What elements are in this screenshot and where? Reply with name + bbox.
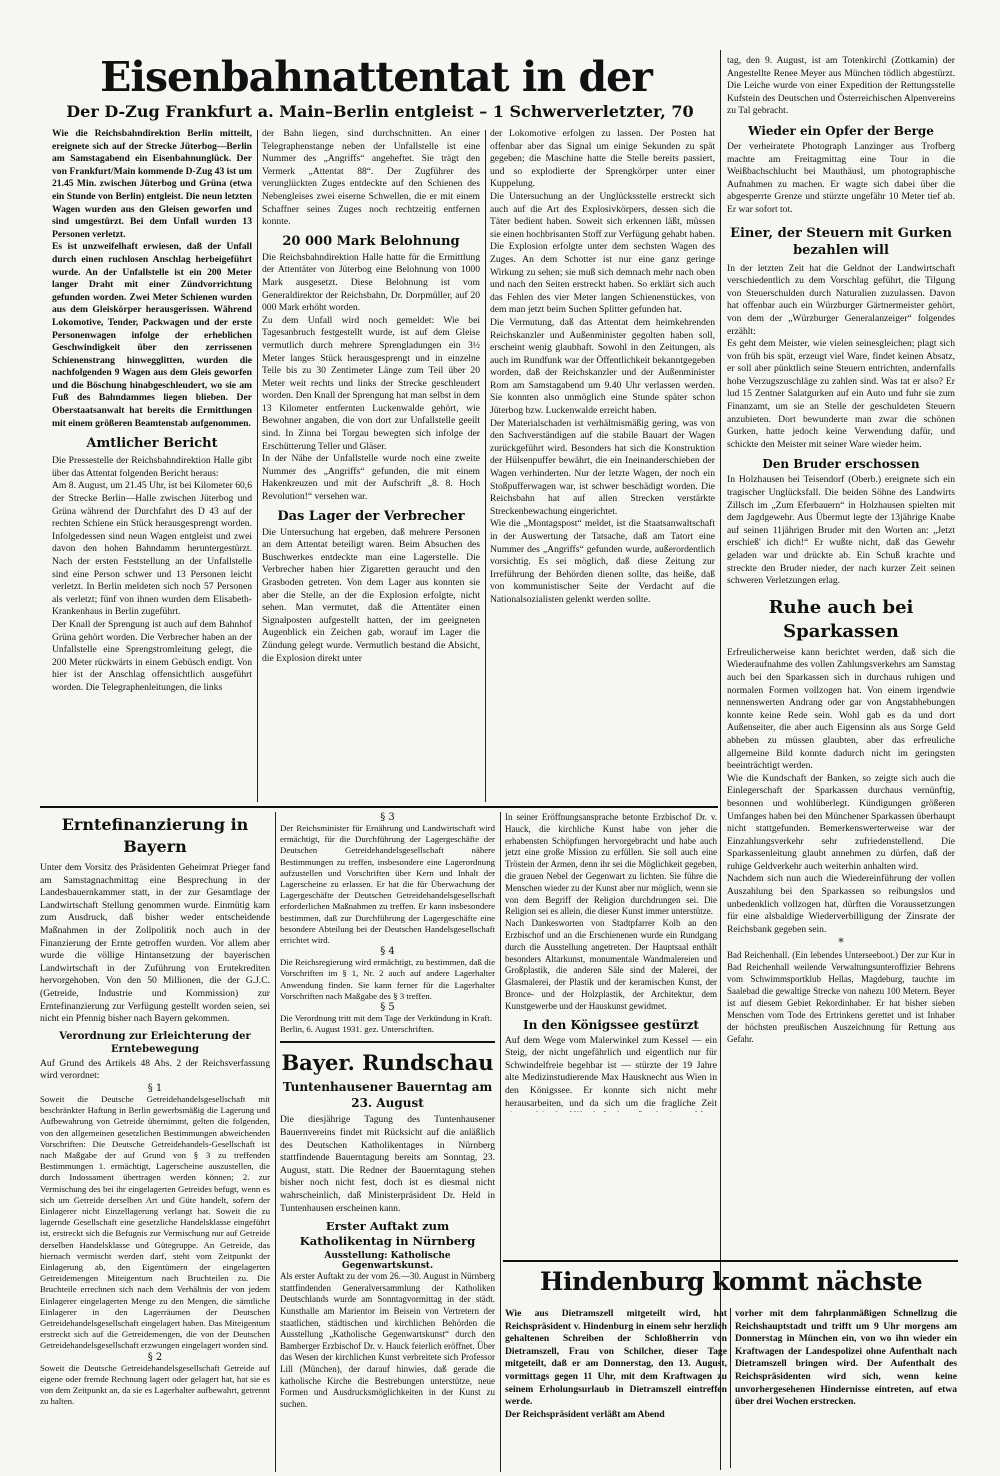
signature-line: Berlin, 6. August 1931. gez. Unterschriften. [280, 1024, 434, 1035]
section-heading: Das Lager der Verbrecher [277, 508, 465, 524]
section-divider [40, 806, 718, 808]
paragraph: Die Untersuchung an der Unglücksstelle erstreckt sich auch auf die Art des Explosivkörpers, dessen sich die Täter bedient haben. Soweit sich erkennen läßt, müssen sie einen hochbrisanten Stoff zur Verfügung gehabt haben. Die Explosion erfolgte unter dem sechsten Wagen des Zuges. An dem Schotter ist nur eine ganz geringe Wirkung zu sehen; sie muß sich demnach mehr nach oben und nach den Seiten erstreckt haben. So erklärt sich auch das Fehlen des vier Meter langen Schienenstückes, von dem man jetzt beim Suchen Splitter gefunden hat. [490, 190, 715, 316]
right-column [727, 55, 955, 1095]
paragraph: tag, den 9. August, ist am Totenkirchl (Zottkamin) der Angestellte Renee Meyer aus München tödlich abgestürzt. Die Leiche wurde von einer Expedition der Rettungsstelle Kufstein des Deutschen und Österreichischen Alpenvereins zu Tal gebracht. [727, 55, 955, 117]
hindenburg-col-1 [505, 1308, 727, 1468]
section-number: § 3 [380, 812, 395, 823]
paragraph: Am 8. August, um 21.45 Uhr, ist bei Kilometer 60,6 der Strecke Berlin—Halle zwischen Jüterbog und Grüna während der Durchfahrt des D 43 auf der rechten Schiene ein Stück herausgesprengt worden. Infolgedessen sind neun Wagen entgleist und zwei davon den hohen Bahndamm heruntergestürzt. Nach der ersten Feststellung an der Unfallstelle sind eine Person schwer und 13 Personen leicht verletzt. In Berlin meldeten sich noch 57 Personen als verletzt; fünf von ihnen wurden dem Elisabeth-Krankenhaus in Berlin zugeführt. [52, 480, 252, 618]
article-column-1 [52, 128, 252, 803]
paragraph: der Lokomotive erfolgen zu lassen. Der Posten hat offenbar aber das Signal um einige Sekunden zu spät gegeben; die Maschine hatte die Stelle bereits passiert, und so explodierte der Sprengkörper unter einer Kuppelung. [490, 128, 715, 190]
column-rule [485, 130, 486, 802]
section-title: Bayer. Rundschau [281, 1050, 494, 1076]
column-rule [720, 50, 721, 1470]
paragraph: Die Pressestelle der Reichsbahndirektion Halle gibt über das Attentat folgenden Bericht heraus: [52, 455, 252, 479]
paragraph: Die Vermutung, daß das Attentat dem heimkehrenden Reichskanzler und Außenminister gegolten haben soll, erscheint wenig glaubhaft. Sowohl in den Zeitungen, als auch im Rundfunk war der Öffentlichkeit bekanntgegeben worden, daß der Reichskanzler und der Außenminister Rom am Samstagabend um 9.40 Uhr verlassen werden. Sie konnten also unmöglich eine Stunde später schon Jüterbog bzw. Luckenwalde erreicht haben. [490, 316, 715, 417]
bottom-column-1 [40, 812, 270, 1472]
section-number: § 2 [147, 1351, 163, 1363]
article-column-2 [262, 128, 480, 803]
paragraph: Zu dem Unfall wird noch gemeldet: Wie bei Tagesanbruch festgestellt wurde, ist auf dem Gleise vermutlich durch mehrere Sprengladungen ein 3½ Meter langes Stück herausgesprengt und in einzelne Teile bis zu 30 Zentimeter Länge zum Teil über 20 Meter weit rechts und links der Strecke geschleudert worden. Den Knall der Sprengung hat man selbst in dem 13 Kilometer entfernten Luckenwalde gehört, wie Bewohner angaben, die von dort zur Unfallstelle geeilt sind. In Zinna bei Torgau bewegten sich infolge der Erschütterung Teller und Gläser. [262, 314, 480, 452]
separator-star: * [838, 936, 844, 950]
paragraph: Die diesjährige Tagung des Tuntenhausener Bauernvereins findet mit Rücksicht auf die anläßlich des Deutschen Katholikentages in Nürnberg stattfindende Bauerntagung bereits am Sonntag, 23. August, statt. Die Redner der Bauerntagung stehen bisher noch nicht fest, doch ist es diesmal nicht wahrscheinlich, daß Ministerpräsident Dr. Held in Tuntenhausen erscheinen kann. [280, 1114, 495, 1214]
paragraph: Die Untersuchung hat ergeben, daß mehrere Personen an dem Attentat beteiligt waren. Beim Absuchen des Buschwerkes entdeckte man eine Lagerstelle. Die Verbrecher haben hier Zigaretten geraucht und den Grasboden getreten. Von dem Lager aus konnten sie aber die Stelle, an der die Explosion erfolgte, nicht sehen. Man vermutet, daß die Attentäter einen Signalposten aufgestellt hatten, der im geeigneten Augenblick ein Zeichen gab, worauf im Lager die Zündung gelegt wurde. Vermutlich bestand die Absicht, die Explosion direkt unter [262, 526, 480, 664]
hindenburg-heading-block [505, 1264, 957, 1304]
article-column-3 [490, 128, 715, 803]
column-rule [730, 1308, 731, 1468]
paragraph: Als erster Auftakt zu der vom 26.—30. August in Nürnberg stattfindenden Generalversammlung der Katholiken Deutschlands wurde am Sonntagvormittag in der städt. Kunsthalle am Marientor im Beisein von Vertretern der staatlichen, städtischen und kirchlichen Behörden die Ausstellung „Katholische Gegenwartskunst“ durch den Bamberger Erzbischof Dr. v. Hauck feierlich eröffnet. Über das Wesen der kirchlichen Kunst verbreitete sich Professor Lill (München), der darauf hinwies, daß gerade die katholische Kirche die Bestrebungen unterstütze, neue Formen und Ausdrucksmöglichkeiten in der Kunst zu suchen. [280, 1271, 495, 1409]
paragraph: Der Reichsminister für Ernährung und Landwirtschaft wird ermächtigt, für die Durchführung der Lagergeschäfte der Deutschen Getreidehandelsgesellschaft nähere Bestimmungen zu treffen, insbesondere eine Lagerordnung aufzustellen und Vorschriften über Kern und Inhalt der Lagerscheine zu erlassen. Er hat die für Überwachung der Lagergeschäfte der Deutschen Getreidehandelsgesellschaft erforderlichen Maßnahmen zu treffen. Er kann insbesondere bestimmen, daß zur Durchführung der Lagergeschäfte eine besondere Abteilung bei der Deutschen Handelsgesellschaft errichtet wird. [280, 823, 495, 946]
column-rule [257, 130, 258, 802]
paragraph: In der Nähe der Unfallstelle wurde noch eine zweite Nummer des „Angriffs“ gefunden, die mit einem Hakenkreuzen und mit der Aufschrift „8. 8. Hoch Revolution!“ versehen war. [262, 453, 480, 503]
section-heading: 20 000 Mark Belohnung [282, 233, 460, 249]
paragraph: Es ist unzweifelhaft erwiesen, daß der Unfall durch einen ruchlosen Anschlag herbeigeführt wurde. An der Unfallstelle ist ein 200 Meter langer Draht mit einer Zündvorrichtung gefunden worden. Zwei Meter Schienen wurden aus dem Gleiskörper herausgerissen. Während Lokomotive, Tender, Packwagen und der erste Personenwagen infolge der erheblichen Geschwindigkeit über den zerrissenen Schienenstrang hinwegglitten, wurden die nachfolgenden 9 Wagen aus dem Gleis geworfen und die Böschung hinabgeschleudert, wo sie am Fuß des Bahndammes liegen blieben. Der Oberstaatsanwalt hat bereits die Ermittlungen mit einem größeren Beamtenstab aufgenommen. [52, 241, 252, 429]
section-heading: Tuntenhausener Bauerntag am 23. August [282, 1080, 493, 1111]
section-heading: Ruhe auch bei Sparkassen [768, 596, 914, 642]
hindenburg-col-2 [735, 1308, 957, 1468]
section-heading: Hindenburg kommt nächste [539, 1267, 923, 1296]
paragraph: Soweit die Deutsche Getreidehandelsgesellschaft mit beschränkter Haftung in Berlin gewerbsmäßig die Lagerung und Aufbewahrung von Getreide übernimmt, gelten die folgenden, von den allgemeinen gesetzlichen Bestimmungen abweichenden Vorschriften: Die Deutsche Getreidehandels-Gesellschaft ist nach Maßgabe der auf Grund von § 3 zu treffenden Bestimmungen 1. ermächtigt, Lagerscheine auszustellen, die durch Indossament übertragen werden können; 2. zur Vermischung des bei ihr eingelagerten Getreides befugt, wenn es sich um Getreide derselben Art und Güte handelt, sofern der Einlagerer nicht Einzellagerung verlangt hat. Soweit die zu lagernde Gesellschaft eine gesetzliche Handelsklasse eingeführt ist, erstreckt sich die Befugnis zur Vermischung nur auf Getreide derselben Handelsklasse und Gütegruppe. An Getreide, das hiernach vermischt werden darf, steht vom Zeitpunkt der Einlagerung ab, den Eigentümern der eingelagerten Getreidemengen Miteigentum nach Bruchteilen zu. Die Bruchteile errechnen sich nach dem Verhältnis der von jedem Einlagerer eingelagerten Menge zu den Mengen, die sämtliche Einlagerer in den Lagerräumen der Deutschen Getreidehandelsgesellschaft eingelagert haben. Das Miteigentum erstreckt sich auf die Getreidemengen, die von der Deutschen Getreidehandelsgesellschaft erzwungen eingelagert worden sind. [40, 1093, 270, 1351]
column-rule [275, 812, 276, 1472]
paragraph: Der Materialschaden ist verhältnismäßig gering, was von den Sachverständigen auf die stabile Bauart der Wagen zurückgeführt wird. Besonders hat sich die Konstruktion der Hülsenpuffer bewährt, die ein Ineinanderschieben der Wagen verhinderten. Nur der letzte Wagen, der noch ein Stoßpufferwagen war, ist schwer beschädigt worden. Die Reichsbahn hat auf allen Strecken verstärkte Streckenbewachung eingerichtet. [490, 417, 715, 517]
paragraph: Wie die „Montagspost“ meldet, ist die Staatsanwaltschaft in der Auswertung der Tatsache, daß am Tatort eine Nummer des „Angriffs“ gefunden wurde, außerordentlich vorsichtig. Es sei möglich, daß diese Zeitung zur Irreführung der Behörden dienen sollte, das heiße, daß von kommunistischer Seite der Verdacht auf die Nationalsozialisten gelenkt werden sollte. [490, 518, 715, 605]
paragraph: Der Knall der Sprengung ist auch auf dem Bahnhof Grüna gehört worden. Die Verbrecher haben an der Unfallstelle eine Sprengstromleitung gelegt, die 200 Meter rückwärts in einem Gebüsch endigt. Von hier ist der Anschlag offensichtlich ausgeführt worden. Die Telegraphenleitungen, die links [52, 618, 252, 693]
paragraph: Unter dem Vorsitz des Präsidenten Geheimrat Prieger fand am Samstagnachmittag eine Besprechung in der Landesbauernkammer statt, in der zur Gesamtlage der Landwirtschaft Stellung genommen wurde. Einmütig kam zum Ausdruck, daß bisher weder entscheidende Maßnahmen in der Zollpolitik noch auch in der Finanzierung der Ernte getroffen wurden. Vor allem aber wurde die völlige Hintansetzung der bayerischen Landwirtschaft in der Zuführung von Erntekrediten hervorgehoben. Von den 50 Millionen, die der G.J.C. (Getreide, Industrie und Kommission) zur Erntefinanzierung zur Verfügung gestellt worden seien, sei nicht ein Pfennig bisher nach Bayern gekommen. [40, 862, 270, 1025]
paragraph: In Holzhausen bei Teisendorf (Oberb.) ereignete sich ein tragischer Unglücksfall. Die beiden Söhne des Landwirts Zillsch im „Zum Eferbauern“ in Holzhausen spielten mit dem Jagdgewehr. Aus Übermut legte der 13jährige Knabe auf seinen 11jährigen Bruder mit den Worten an: „Jetzt erschieß' ich dich!“ Er wußte nicht, daß das Gewehr geladen war und drückte ab. Ein Schuß krachte und streckte den Bruder nieder, der nach kurzer Zeit seinen schweren Verletzungen erlag. [727, 474, 955, 587]
section-heading: Erntefinanzierung in Bayern [61, 815, 249, 856]
section-heading: Einer, der Steuern mit Gurken bezahlen will [730, 225, 952, 258]
paragraph: Die Reichsregierung wird ermächtigt, zu bestimmen, daß die Vorschriften im § 1, Nr. 2 auch auf andere Lagerhalter Anwendung finden. Sie kann ferner für die Lagerhalter Vorschriften nach Maßgabe des § 3 treffen. [280, 957, 495, 1001]
section-number: § 1 [147, 1082, 163, 1094]
paragraph: Bad Reichenhall. (Ein lebendes Unterseeboot.) Der zur Kur in Bad Reichenhall weilende Verwaltungsunteroffizier Behrens vom Schwimmsportklub Hellas, Magdeburg, tauchte im Saalebad die gewaltige Strecke von nahezu 100 Metern. Beyer ist auf diesem Gebiet Rekordinhaber. Er hat bisher sieben Menschen vom Tode des Ertrinkens gerettet und ist Inhaber der höchsten preußischen Auszeichnung für Rettung aus Gefahr. [727, 950, 955, 1045]
box-border-top [503, 1260, 958, 1262]
section-heading: Amtlicher Bericht [86, 436, 218, 452]
subheading: Ausstellung: Katholische Gegenwartskunst. [324, 1251, 451, 1272]
paragraph: der Bahn liegen, sind durchschnitten. An einer Telegraphenstange neben der Unfallstelle ist eine Nummer des „Angriffs“ angeheftet. Sie trägt den Vermerk „Attentat 88“. Der Zugführer des verunglückten Zuges entdeckte auf den Schienen des Nebengleises zwei eiserne Schwellen, die er mit einem Schaffner seines Zuges noch rechtzeitig entfernen konnte. [262, 128, 480, 228]
paragraph: vorher mit dem fahrplanmäßigen Schnellzug die Reichshauptstadt und trifft um 9 Uhr morgens am Donnerstag in München ein, von wo ihn wieder ein Kraftwagen der Landespolizei ohne Aufenthalt nach Dietramszell bringen wird. Der Aufenthalt des Reichspräsidenten wird sich, wenn keine unvorhergesehenen Hindernisse eintreten, auf etwa über drei Wochen erstrecken. [735, 1308, 957, 1408]
subheadline-block [50, 100, 710, 126]
paragraph: Nachdem sich nun auch die Wiedereinführung der vollen Auszahlung bei den Sparkassen so reibungslos und unbedenklich vollzogen hat, dürften die Voraussetzungen für eine alsbaldige Wiederverbilligung der Zinsrate der Reichsbank gegeben sein. [727, 873, 955, 935]
section-heading: Verordnung zur Erleichterung der Erntebewegung [59, 1030, 251, 1055]
column-rule [500, 812, 501, 1472]
bottom-column-3 [505, 812, 717, 1112]
main-headline: Eisenbahnattentat in der [100, 53, 652, 101]
paragraph: Wie die Kundschaft der Banken, so zeigte sich auch die Einlegerschaft der Sparkassen durchaus vernünftig, besonnen und wohlüberlegt. Kündigungen größeren Umfanges haben bei den Münchener Sparkassen überhaupt nicht stattgefunden. Bemerkenswerterweise war der Einzahlungsverkehr sehr zufriedenstellend. Die Sparkassenleitung glaubt annehmen zu dürfen, daß der ruhige Geldverkehr auch weiterhin anhalten wird. [727, 772, 955, 872]
paragraph: Wie aus Dietramszell mitgeteilt wird, hat Reichspräsident v. Hindenburg in einem sehr herzlich gehaltenen Schreiben der Schloßherrin von Dietramszell, Frau von Schilcher, dieser Tage mitgeteilt, daß er am Donnerstag, den 13. August, vormittags gegen 11 Uhr, mit dem Kraftwagen zu seinem Erholungsurlaub in Dietramszell eintreffen werde. [505, 1308, 727, 1408]
paragraph: Nach Dankesworten von Stadtpfarrer Kolb an den Erzbischof und an die Erschienenen wurde ein Rundgang durch die Ausstellung angetreten. Der Hauptsaal enthält besonders Altarkunst, monumentale Wandmalereien und Großplastik, die anderen Säle sind der Malerei, der Glasmalerei, der Plastik und der keramischen Kunst, der Bronce- und der Holzplastik, der Architektur, dem Kunstgewerbe und der Hauskunst gewidmet. [505, 918, 717, 1011]
bottom-column-2 [280, 812, 495, 1472]
paragraph: Der Reichspräsident verläßt am Abend [505, 1408, 665, 1420]
paragraph: Die Verordnung tritt mit dem Tage der Verkündung in Kraft. [280, 1013, 492, 1024]
paragraph: Es geht dem Meister, wie vielen seinesgleichen; plagt sich von früh bis spät, erzeugt viel Ware, findet keinen Absatz, er soll aber pünktlich seine Steuern entrichten, andernfalls hohe Verzugszuschläge zu zahlen sind. Was tat er also? Er lud 15 Zentner Salatgurken auf ein Auto und fuhr sie zum Finanzamt, um sie an Stelle der geschuldeten Steuern anzubieten. Dort bewunderte man zwar die schönen Gurken, hatte jedoch keine Verwendung dafür, und schickte den Meister mit seiner Ware wieder heim. [727, 338, 955, 450]
paragraph: Auf dem Wege vom Malerwinkel zum Kessel — ein Steig, der nicht ungefährlich und eigentlich nur für Schwindelfreie begehbar ist — stürzte der 19 Jahre alte Medizinstudierende Max Hausknecht aus Wien in den Königssee. Er konnte sich nicht mehr herausarbeiten, und da sich um die fragliche Zeit [505, 1034, 717, 1109]
paragraph: Der verheiratete Photograph Lanzinger aus Trofberg machte am Freitagmittag eine Tour in die Weißbachschlucht bei Mauthäusl, um photographische Aufnahmen zu machen. Er wagte sich dabei über die abgesperrte Grenze und stürzte ungefähr 10 Meter tief ab. Er war sofort tot. [727, 140, 955, 215]
section-number: § 4 [380, 946, 395, 958]
divider [280, 1041, 495, 1043]
section-heading: Wieder ein Opfer der Berge [748, 123, 934, 138]
section-heading: Den Bruder erschossen [762, 457, 920, 472]
subheadline: Der D-Zug Frankfurt a. Main–Berlin entgleist – 1 Schwerverletzter, 70 [66, 102, 694, 121]
paragraph: Soweit die Deutsche Getreidehandelsgesellschaft Getreide auf eigene oder fremde Rechnung lagert oder gelagert hat, hat sie es von dem Zeitpunkt an, da sie es Lagerhalter aufbewahrt, getrennt zu halten. [40, 1362, 270, 1407]
section-heading: In den Königssee gestürzt [523, 1017, 699, 1032]
lead-paragraph: Wie die Reichsbahndirektion Berlin mitteilt, ereignete sich auf der Strecke Jüterbog—Berlin am Samstagabend ein Eisenbahnunglück. Der von Frankfurt/Main kommende D-Zug 43 ist um 21.45 Min. zwischen Jüterbog und Grüna (etwa ein Stunde von Berlin) entgleist. Die neun letzten Wagen wurden aus den Gleisen geworfen und sind umgestürzt. Bei dem Unfall wurden 13 Personen verletzt. [52, 128, 252, 240]
paragraph: Auf Grund des Artikels 48 Abs. 2 der Reichsverfassung wird verordnet: [40, 1057, 270, 1082]
paragraph: In der letzten Zeit hat die Geldnot der Landwirtschaft verschiedentlich zu dem Vorschlag geführt, die Tilgung von Steuerschulden durch Naturalien zuzulassen. Davon hat offenbar auch ein Würzburger Gärtnermeister gehört, von dem der „Würzburger Generalanzeiger“ folgendes erzählt: [727, 262, 955, 337]
section-heading: Erster Auftakt zum Katholikentag in Nürnberg [299, 1219, 476, 1249]
section-number: § 5 [380, 1002, 395, 1014]
paragraph: Die Reichsbahndirektion Halle hatte für die Ermittlung der Attentäter von Jüterbog eine Belohnung von 1000 Mark ausgesetzt. Diese Belohnung ist vom Generaldirektor der Reichsbahn, Dr. Dorpmüller, auf 20 000 Mark erhöht worden. [262, 251, 480, 314]
paragraph: In seiner Eröffnungsansprache betonte Erzbischof Dr. v. Hauck, die kirchliche Kunst habe von jeher die erhabensten Schöpfungen hervorgebracht und habe auch jetzt eine große Mission zu erfüllen. Sie soll auch eine Tröstein der Armen, denn ihr sei die Möglichkeit gegeben, die grauen Nebel der Gegenwart zu lichten. Sie führe die Menschen wieder zu der Kunst aber nur möglich, wenn sie von dem Begriff der Religion durchdrungen sei. Die Religion sei es allein, die dieser Kunst immer unterstütze. [505, 812, 717, 917]
paragraph: Erfreulicherweise kann berichtet werden, daß sich die Wiederaufnahme des vollen Zahlungsverkehrs am Samstag auch bei den Sparkassen sich in durchaus ruhigen und normalen Formen vollzogen hat. Von einem irgendwie nennenswerten Andrang oder gar von Angstabhebungen konnte keine Rede sein. Wohl gab es da und dort Außenseiter, die aber auch Eigensinn als aus Sorge Geld abheben zu müssen glaubten, aber das erfreuliche allgemeine Bild konnte dadurch nicht im geringsten beeinträchtigt werden. [727, 646, 955, 772]
